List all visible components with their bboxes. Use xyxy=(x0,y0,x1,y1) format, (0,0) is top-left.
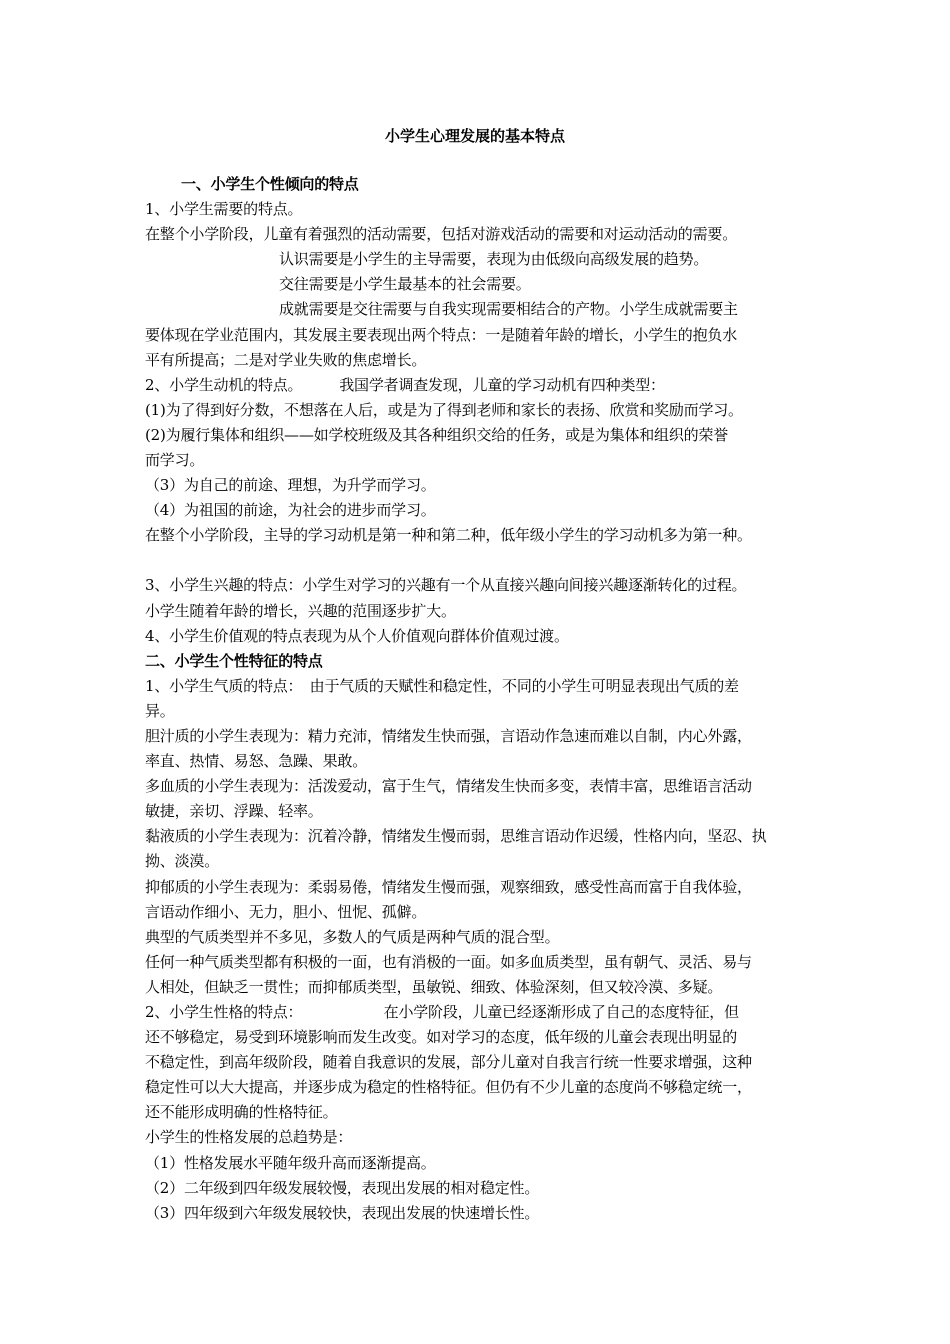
paragraph-line: (1)为了得到好分数，不想落在人后，或是为了得到老师和家长的表扬、欣赏和奖励而学习。 xyxy=(145,400,743,419)
paragraph-line: 不稳定性，到高年级阶段，随着自我意识的发展，部分儿童对自我言行统一性要求增强，这种 xyxy=(145,1053,752,1072)
paragraph-line: 还不能形成明确的性格特征。 xyxy=(145,1103,338,1122)
paragraph-line: 敏捷，亲切、浮躁、轻率。 xyxy=(145,802,323,821)
paragraph-line: 平有所提高；二是对学业失败的焦虑增长。 xyxy=(145,350,427,369)
paragraph-line: 率直、热情、易怒、急躁、果敢。 xyxy=(145,752,368,771)
paragraph-line: 1、小学生气质的特点： 由于气质的天赋性和稳定性，不同的小学生可明显表现出气质的差 xyxy=(145,676,739,695)
paragraph-line: 在整个小学阶段，主导的学习动机是第一种和第二种，低年级小学生的学习动机多为第一种。 xyxy=(145,526,752,545)
paragraph-line: 4、小学生价值观的特点表现为从个人价值观向群体价值观过渡。 xyxy=(145,626,569,645)
paragraph-line: 异。 xyxy=(145,701,175,720)
paragraph-line: 人相处，但缺乏一贯性；而抑郁质类型，虽敏锐、细致、体验深刻，但又较冷漠、多疑。 xyxy=(145,977,723,996)
paragraph-line: 2、小学生性格的特点： 在小学阶段，儿童已经逐渐形成了自己的态度特征，但 xyxy=(145,1003,739,1021)
paragraph-line: 拗、淡漠。 xyxy=(145,852,220,871)
paragraph-line: 还不够稳定，易受到环境影响而发生改变。如对学习的态度，低年级的儿童会表现出明显的 xyxy=(145,1028,738,1047)
paragraph-line: 言语动作细小、无力，胆小、忸怩、孤僻。 xyxy=(145,902,427,921)
paragraph-line: 而学习。 xyxy=(145,451,205,470)
paragraph-line: （3）四年级到六年级发展较快，表现出发展的快速增长性。 xyxy=(145,1203,540,1222)
document-body xyxy=(145,172,817,1226)
paragraph-line: 黏液质的小学生表现为：沉着冷静，情绪发生慢而弱，思维言语动作迟缓，性格内向，坚忍、执 xyxy=(145,827,767,846)
paragraph-line: 多血质的小学生表现为：活泼爱动，富于生气，情绪发生快而多变，表情丰富，思维语言活动 xyxy=(145,777,752,796)
paragraph-line: 典型的气质类型并不多见，多数人的气质是两种气质的混合型。 xyxy=(145,927,560,946)
paragraph-line: 小学生随着年龄的增长，兴趣的范围逐步扩大。 xyxy=(145,601,456,620)
blank-line xyxy=(145,548,817,573)
paragraph-line: 胆汁质的小学生表现为：精力充沛，情绪发生快而强，言语动作急速而难以自制，内心外露， xyxy=(145,726,752,745)
section-heading: 二、小学生个性特征的特点 xyxy=(145,651,323,670)
paragraph-line: 要体现在学业范围内，其发展主要表现出两个特点：一是随着年龄的增长，小学生的抱负水 xyxy=(145,325,738,344)
paragraph-line: 抑郁质的小学生表现为：柔弱易倦，情绪发生慢而强，观察细致，感受性高而富于自我体验， xyxy=(145,877,752,896)
paragraph-line: 1、小学生需要的特点。 xyxy=(145,200,303,219)
paragraph-line: 任何一种气质类型都有积极的一面，也有消极的一面。如多血质类型，虽有朝气、灵活、易与 xyxy=(145,952,752,971)
paragraph-line: 小学生的性格发展的总趋势是： xyxy=(145,1128,353,1147)
paragraph-line: （1）性格发展水平随年级升高而逐渐提高。 xyxy=(145,1153,436,1172)
paragraph-line: 2、小学生动机的特点。 我国学者调查发现，儿童的学习动机有四种类型： xyxy=(145,375,665,394)
paragraph-line: (2)为履行集体和组织——如学校班级及其各种组织交给的任务，或是为集体和组织的荣誉 xyxy=(145,425,729,444)
paragraph-line: （4）为祖国的前途，为社会的进步而学习。 xyxy=(145,501,436,520)
document-title: 小学生心理发展的基本特点 xyxy=(384,127,565,145)
paragraph-line: 在整个小学阶段，儿童有着强烈的活动需要，包括对游戏活动的需要和对运动活动的需要。 xyxy=(145,225,738,244)
paragraph-line: 认识需要是小学生的主导需要，表现为由低级向高级发展的趋势。 xyxy=(279,250,709,269)
paragraph-line: （3）为自己的前途、理想，为升学而学习。 xyxy=(145,476,436,495)
section-heading: 一、小学生个性倾向的特点 xyxy=(181,175,359,193)
paragraph-line: （2）二年级到四年级发展较慢，表现出发展的相对稳定性。 xyxy=(145,1178,540,1197)
paragraph-line: 成就需要是交往需要与自我实现需要相结合的产物。小学生成就需要主 xyxy=(279,300,738,319)
paragraph-line: 交往需要是小学生最基本的社会需要。 xyxy=(279,275,531,294)
paragraph-line: 稳定性可以大大提高，并逐步成为稳定的性格特征。但仍有不少儿童的态度尚不够稳定统一， xyxy=(145,1078,752,1097)
paragraph-line: 3、小学生兴趣的特点：小学生对学习的兴趣有一个从直接兴趣向间接兴趣逐渐转化的过程。 xyxy=(145,576,747,595)
